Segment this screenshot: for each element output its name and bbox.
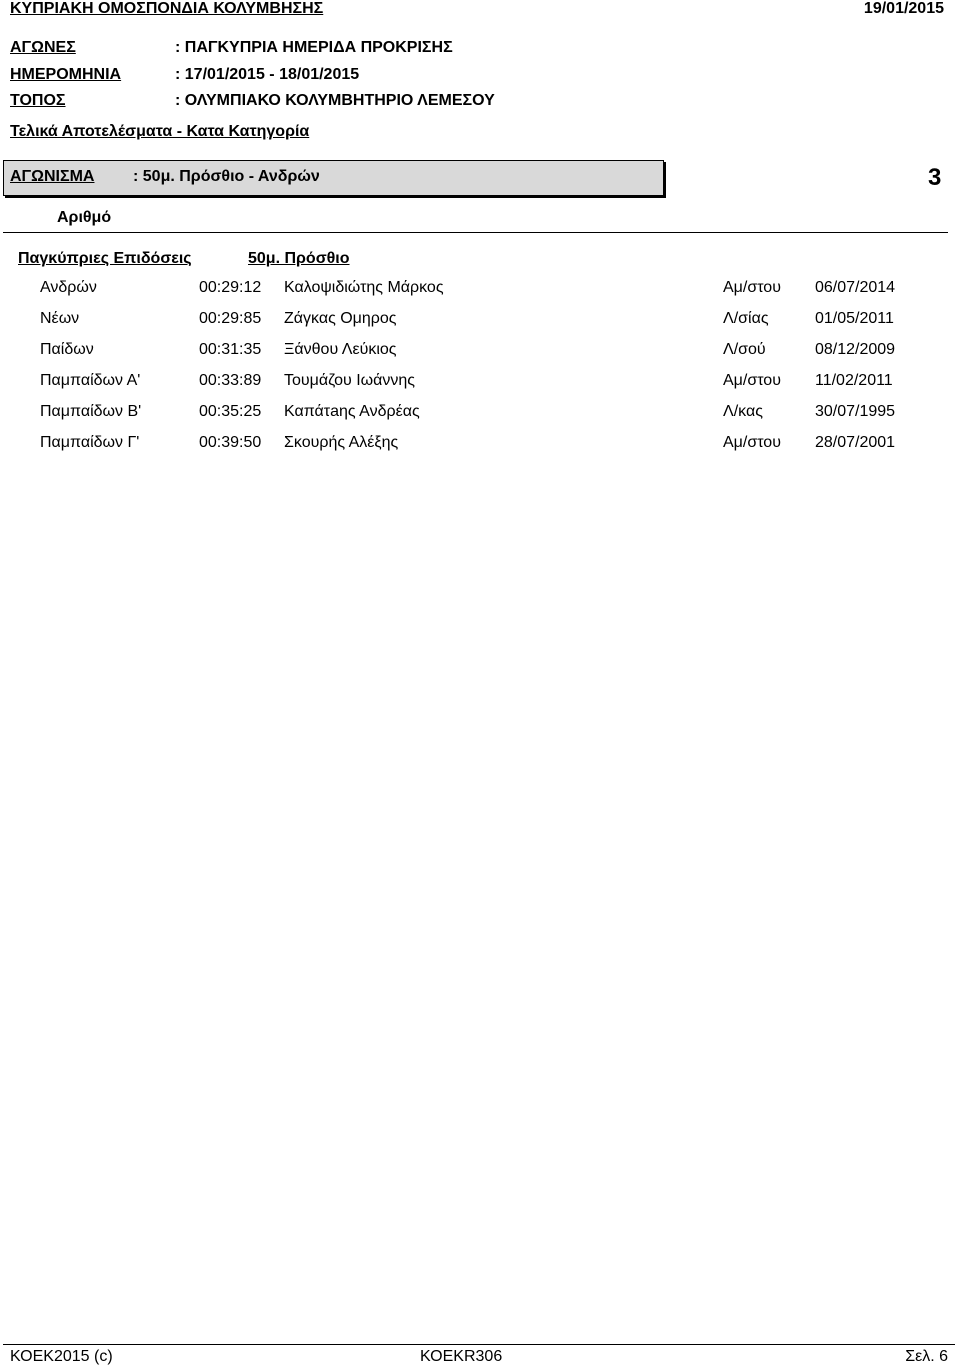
agones-value: : ΠΑΓΚΥΠΡΙΑ ΗΜΕΡΙΔΑ ΠΡΟΚΡΙΣΗΣ: [175, 39, 453, 56]
record-date: 08/12/2009: [815, 341, 896, 358]
print-date: 19/01/2015: [863, 0, 944, 17]
record-date: 30/07/1995: [815, 403, 896, 420]
footer-copyright: ΚΟΕΚ2015 (c): [10, 1348, 113, 1365]
results-subtitle: Τελικά Αποτελέσματα - Κατα Κατηγορία: [10, 123, 310, 140]
record-name: Καπάτaης Ανδρέας: [284, 403, 420, 420]
record-name: Τουμάζου Ιωάννης: [284, 372, 416, 389]
record-category: Παίδων: [40, 341, 94, 358]
record-category: Παμπαίδων Γ': [40, 434, 140, 451]
records-event: 50μ. Πρόσθιο: [248, 250, 350, 267]
record-club: Αμ/στου: [723, 434, 781, 451]
record-time: 00:29:85: [199, 310, 262, 327]
record-name: Καλοψιδιώτης Μάρκος: [284, 279, 444, 296]
record-date: 06/07/2014: [815, 279, 896, 296]
record-club: Αμ/στου: [723, 279, 781, 296]
record-category: Νέων: [40, 310, 80, 327]
event-box: [3, 160, 664, 196]
record-category: Παμπαίδων Α': [40, 372, 141, 389]
record-name: Σκουρής Αλέξης: [284, 434, 399, 451]
record-name: Ξάνθου Λεύκιος: [284, 341, 397, 358]
record-time: 00:33:89: [199, 372, 262, 389]
date-value: : 17/01/2015 - 18/01/2015: [175, 66, 360, 83]
record-date: 11/02/2011: [815, 372, 893, 389]
agones-label: ΑΓΩΝΕΣ: [10, 39, 76, 56]
footer-page-number: Σελ. 6: [905, 1348, 948, 1365]
record-time: 00:31:35: [199, 341, 262, 358]
record-club: Λ/σίας: [723, 310, 769, 327]
record-club: Αμ/στου: [723, 372, 781, 389]
record-time: 00:35:25: [199, 403, 262, 420]
record-time: 00:39:50: [199, 434, 262, 451]
date-label: ΗΜΕΡΟΜΗΝΙΑ: [10, 66, 122, 83]
record-date: 01/05/2011: [815, 310, 894, 327]
record-time: 00:29:12: [199, 279, 262, 296]
record-date: 28/07/2001: [815, 434, 896, 451]
event-number: 3: [928, 164, 942, 191]
record-name: Ζάγκας Ομηρος: [284, 310, 397, 327]
place-value: : ΟΛΥΜΠΙΑΚΟ ΚΟΛΥΜΒΗΤΗΡΙΟ ΛΕΜΕΣΟΥ: [175, 92, 495, 109]
place-label: ΤΟΠΟΣ: [10, 92, 66, 109]
record-club: Λ/σού: [723, 341, 766, 358]
record-category: Ανδρών: [40, 279, 97, 296]
footer-report-code: ΚΟΕΚR306: [420, 1348, 503, 1365]
divider-line: [3, 232, 948, 233]
federation-title: ΚΥΠΡΙΑΚΗ ΟΜΟΣΠΟΝΔΙΑ ΚΟΛΥΜΒΗΣΗΣ: [10, 0, 324, 17]
footer-divider: [3, 1344, 955, 1345]
arithmo-label: Αριθμό: [57, 209, 112, 226]
records-title: Παγκύπριες Επιδόσεις: [18, 250, 192, 267]
event-value: : 50μ. Πρόσθιο - Ανδρών: [133, 168, 320, 185]
record-club: Λ/κας: [723, 403, 763, 420]
record-category: Παμπαίδων Β': [40, 403, 142, 420]
event-label: ΑΓΩΝΙΣΜΑ: [10, 168, 95, 185]
